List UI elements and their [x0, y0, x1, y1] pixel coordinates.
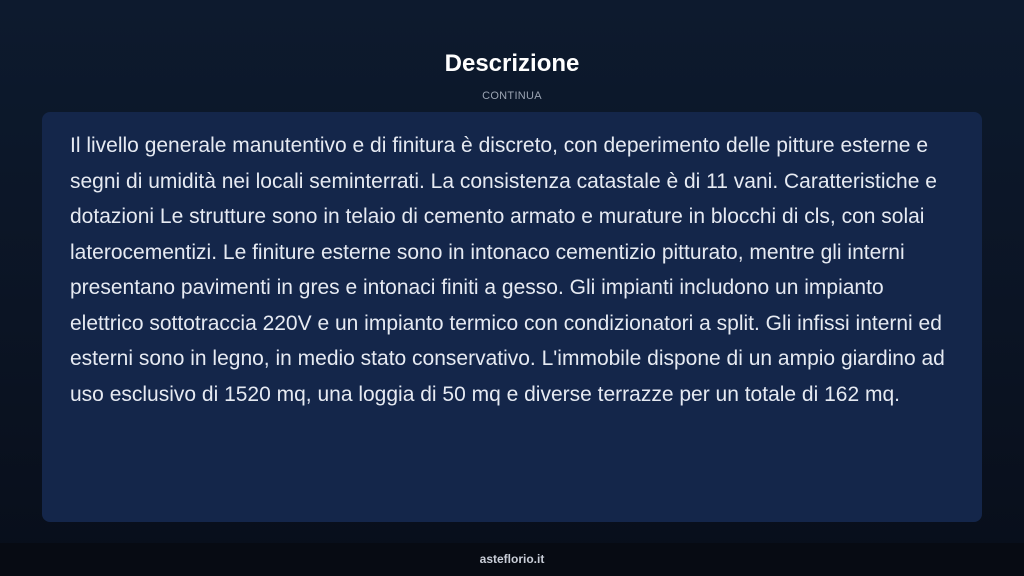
description-text: Il livello generale manutentivo e di finitura è discreto, con deperimento delle pitture esterne e segni di umidità nei locali seminterrati. La consistenza catastale è di 11 vani. Caratteristiche e dotazioni Le strutture sono in telaio di cemento armato e murature in blocchi di cls, con solai laterocementizi. Le finiture esterne sono in intonaco cementizio pitturato, mentre gli interni presentano pavimenti in gres e intonaci finiti a gesso. Gli impianti includono un impianto elettrico sottotraccia 220V e un impianto termico con condizionatori a split. Gli infissi interni ed esterni sono in legno, in medio stato conservativo. L'immobile dispone di un ampio giardino ad uso esclusivo di 1520 mq, una loggia di 50 mq e diverse terrazze per un totale di 162 mq. [70, 134, 945, 406]
page-subtitle: CONTINUA [482, 90, 542, 102]
footer-bar [0, 543, 1024, 576]
page-title: Descrizione [444, 50, 580, 77]
site-name: asteflorio.it [479, 552, 545, 566]
description-card [42, 112, 982, 522]
